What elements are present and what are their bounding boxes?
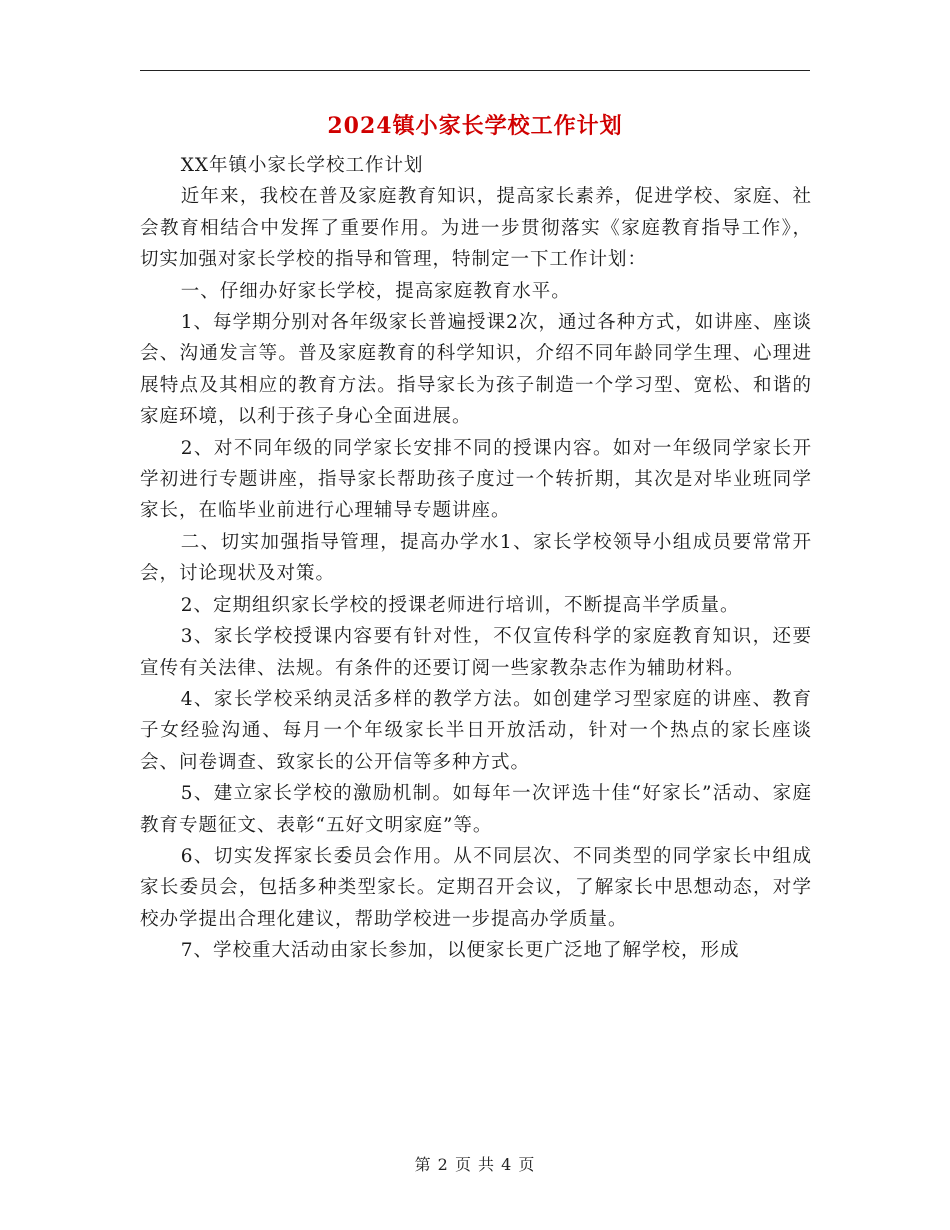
item-paragraph-2: 2、对不同年级的同学家长安排不同的授课内容。如对一年级同学家长开学初进行专题讲座，指导家长帮助孩子度过一个转折期，其次是对毕业班同学家长，在临毕业前进行心理辅导专题讲座。 bbox=[140, 437, 812, 522]
header-rule bbox=[140, 70, 810, 71]
section-heading-2: 二、切实加强指导管理，提高办学水1、家长学校领导小组成员要常常开会，讨论现状及对策。 bbox=[140, 531, 812, 585]
document-body bbox=[140, 150, 812, 967]
page-number-footer: 第 2 页 共 4 页 bbox=[414, 1155, 536, 1174]
item-paragraph-3: 2、定期组织家长学校的授课老师进行培训，不断提高半学质量。 bbox=[180, 594, 740, 616]
item-paragraph-4: 3、家长学校授课内容要有针对性，不仅宣传科学的家庭教育知识，还要宣传有关法律、法规。有条件的还要订阅一些家教杂志作为辅助材料。 bbox=[140, 626, 812, 679]
section-heading-1: 一、仔细办好家长学校，提高家庭教育水平。 bbox=[180, 280, 571, 302]
item-paragraph-8: 7、学校重大活动由家长参加，以便家长更广泛地了解学校，形成 bbox=[180, 940, 740, 962]
document-title: 2024镇小家长学校工作计划 bbox=[327, 113, 623, 139]
intro-paragraph: 近年来，我校在普及家庭教育知识，提高家长素养，促进学校、家庭、社会教育相结合中发挥了重要作用。为进一步贯彻落实《家庭教育指导工作》，切实加强对家长学校的指导和管理，特制定一下工作计划： bbox=[140, 186, 812, 271]
item-paragraph-1: 1、每学期分别对各年级家长普遍授课2次，通过各种方式，如讲座、座谈会、沟通发言等。普及家庭教育的科学知识，介绍不同年龄同学生理、心理进展特点及其相应的教育方法。指导家长为孩子制造一个学习型、宽松、和谐的家庭环境，以利于孩子身心全面进展。 bbox=[140, 312, 812, 428]
subtitle-paragraph: XX年镇小家长学校工作计划 bbox=[180, 155, 424, 176]
item-paragraph-6: 5、建立家长学校的激励机制。如每年一次评选十佳“好家长”活动、家庭教育专题征文、表彰“五好文明家庭”等。 bbox=[140, 783, 812, 836]
item-paragraph-7: 6、切实发挥家长委员会作用。从不同层次、不同类型的同学家长中组成家长委员会，包括多种类型家长。定期召开会议，了解家长中思想动态，对学校办学提出合理化建议，帮助学校进一步提高办学质量。 bbox=[140, 845, 812, 930]
item-paragraph-5: 4、家长学校采纳灵活多样的教学方法。如创建学习型家庭的讲座、教育子女经验沟通、每月一个年级家长半日开放活动，针对一个热点的家长座谈会、问卷调查、致家长的公开信等多种方式。 bbox=[140, 688, 812, 773]
